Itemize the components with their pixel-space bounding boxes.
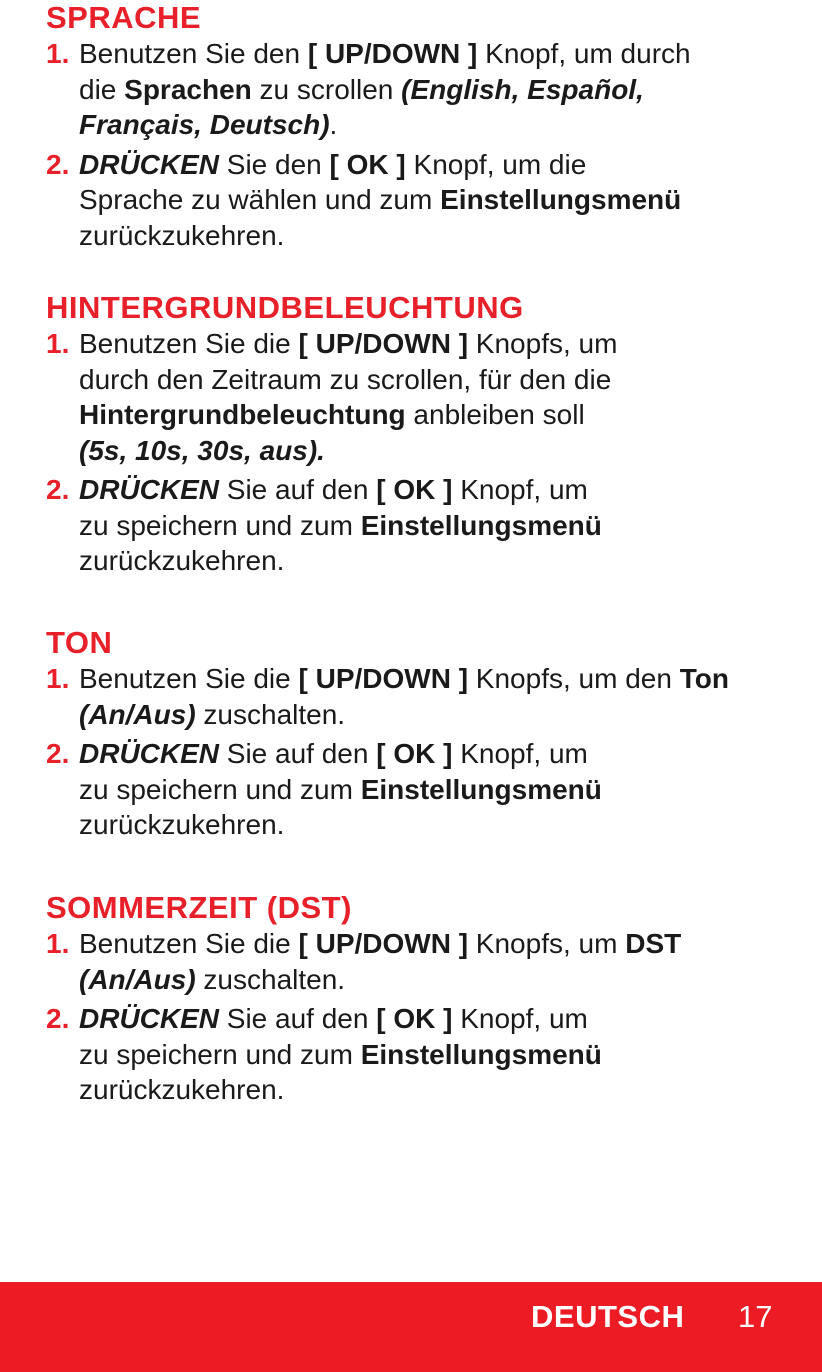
section-hintergrundbeleuchtung <box>46 290 786 579</box>
step-text: Knopf, um <box>452 1003 588 1034</box>
bold-text: [ UP/DOWN ] <box>298 928 469 959</box>
step-line <box>79 182 786 218</box>
step-line <box>79 926 786 962</box>
step-text: die <box>79 73 125 105</box>
step-list <box>46 661 786 843</box>
bold-text: Ton <box>679 663 729 694</box>
step-line <box>79 326 786 362</box>
step-line <box>79 472 786 508</box>
emphasis-text: Français, Deutsch) <box>79 109 330 140</box>
step-line <box>79 807 786 843</box>
section-ton <box>46 625 786 843</box>
bold-text: [ OK ] <box>329 148 406 180</box>
step-text: Benutzen Sie die <box>79 928 299 959</box>
bold-text: [ UP/DOWN ] <box>298 328 469 359</box>
step-number: 2. <box>46 1003 70 1034</box>
step-text: Knopf, um <box>452 474 588 505</box>
step-text: anbleiben soll <box>405 399 585 430</box>
step-text: Knopf, um <box>452 738 588 769</box>
step-text: . <box>329 109 338 140</box>
step-text: zurückzukehren. <box>79 219 285 251</box>
step-text: Knopfs, um <box>468 928 626 959</box>
instruction-step <box>46 36 786 143</box>
step-text: Sie auf den <box>219 1003 377 1034</box>
bold-text: Einstellungsmenü <box>360 1038 602 1070</box>
step-text: zurückzukehren. <box>79 545 285 576</box>
step-text: zu speichern und zum <box>79 773 361 805</box>
instruction-step <box>46 661 786 732</box>
step-text: Knopf, um durch <box>477 38 691 69</box>
step-list <box>46 926 786 1108</box>
step-line <box>79 72 786 108</box>
bold-text: [ OK ] <box>376 1003 453 1034</box>
step-number: 1. <box>46 928 70 959</box>
step-line <box>79 962 786 998</box>
bold-text: Einstellungsmenü <box>360 509 602 541</box>
step-line <box>79 362 786 398</box>
step-text: Sprache zu wählen und zum <box>79 184 441 215</box>
step-line <box>79 107 786 143</box>
section-heading: SPRACHE <box>46 0 202 35</box>
emphasis-text: DRÜCKEN <box>79 738 219 769</box>
bold-text: Einstellungsmenü <box>440 184 682 215</box>
step-line <box>79 1001 786 1037</box>
instruction-step <box>46 1001 786 1108</box>
step-text: zu scrollen <box>251 73 402 105</box>
step-line <box>79 543 786 579</box>
bold-text: [ OK ] <box>376 474 453 505</box>
emphasis-text: DRÜCKEN <box>79 474 219 505</box>
step-line <box>79 1037 786 1073</box>
step-text: zuschalten. <box>195 963 346 995</box>
section-sprache <box>46 0 786 253</box>
step-number: 2. <box>46 738 70 769</box>
step-text: zuschalten. <box>195 698 346 730</box>
bold-text: Einstellungsmenü <box>360 773 602 805</box>
step-line <box>79 147 786 183</box>
bold-text: [ OK ] <box>376 738 453 769</box>
step-line <box>79 1072 786 1108</box>
footer-language-label: DEUTSCH <box>531 1299 685 1334</box>
step-text: zu speichern und zum <box>79 509 361 541</box>
instruction-step <box>46 472 786 579</box>
step-text: Knopfs, um <box>468 328 618 359</box>
instruction-step <box>46 147 786 254</box>
emphasis-text: (5s, 10s, 30s, aus). <box>79 434 325 466</box>
instruction-step <box>46 926 786 997</box>
step-text: Benutzen Sie die <box>79 663 299 694</box>
emphasis-text: (An/Aus) <box>79 963 196 995</box>
step-text: Benutzen Sie die <box>79 328 299 359</box>
step-text: zurückzukehren. <box>79 1074 285 1105</box>
step-number: 2. <box>46 474 70 505</box>
step-number: 2. <box>46 148 70 180</box>
step-text: Knopf, um die <box>405 148 587 180</box>
step-text: durch den Zeitraum zu scrollen, für den die <box>79 363 612 395</box>
step-line <box>79 661 786 697</box>
bold-text: [ UP/DOWN ] <box>307 38 478 69</box>
step-line <box>79 697 786 733</box>
footer-bar <box>0 1282 822 1372</box>
emphasis-text: (An/Aus) <box>79 698 196 730</box>
instruction-step <box>46 736 786 843</box>
step-number: 1. <box>46 38 70 69</box>
bold-text: DST <box>625 928 682 959</box>
step-number: 1. <box>46 663 70 694</box>
step-text: Benutzen Sie den <box>79 38 308 69</box>
step-line <box>79 397 786 433</box>
step-line <box>79 36 786 72</box>
step-text: zurückzukehren. <box>79 809 285 840</box>
step-line <box>79 772 786 808</box>
step-number: 1. <box>46 328 70 359</box>
instruction-step <box>46 326 786 468</box>
step-text: Sie auf den <box>219 738 377 769</box>
bold-text: [ UP/DOWN ] <box>298 663 469 694</box>
bold-text: Hintergrundbeleuchtung <box>79 399 406 430</box>
bold-text: Sprachen <box>124 73 252 105</box>
section-heading: HINTERGRUNDBELEUCHTUNG <box>46 290 524 325</box>
step-text: zu speichern und zum <box>79 1038 361 1070</box>
emphasis-text: (English, Español, <box>401 73 644 105</box>
emphasis-text: DRÜCKEN <box>79 148 219 180</box>
step-line <box>79 508 786 544</box>
step-list <box>46 36 786 253</box>
step-text: Knopfs, um den <box>468 663 680 694</box>
page-number: 17 <box>738 1299 773 1334</box>
step-list <box>46 326 786 579</box>
step-line <box>79 218 786 254</box>
step-text: Sie den <box>219 148 330 180</box>
emphasis-text: DRÜCKEN <box>79 1003 219 1034</box>
step-line <box>79 736 786 772</box>
step-line <box>79 433 786 469</box>
section-heading: TON <box>46 625 113 660</box>
section-heading: SOMMERZEIT (DST) <box>46 890 352 925</box>
step-text: Sie auf den <box>219 474 377 505</box>
section-sommerzeit <box>46 890 786 1108</box>
